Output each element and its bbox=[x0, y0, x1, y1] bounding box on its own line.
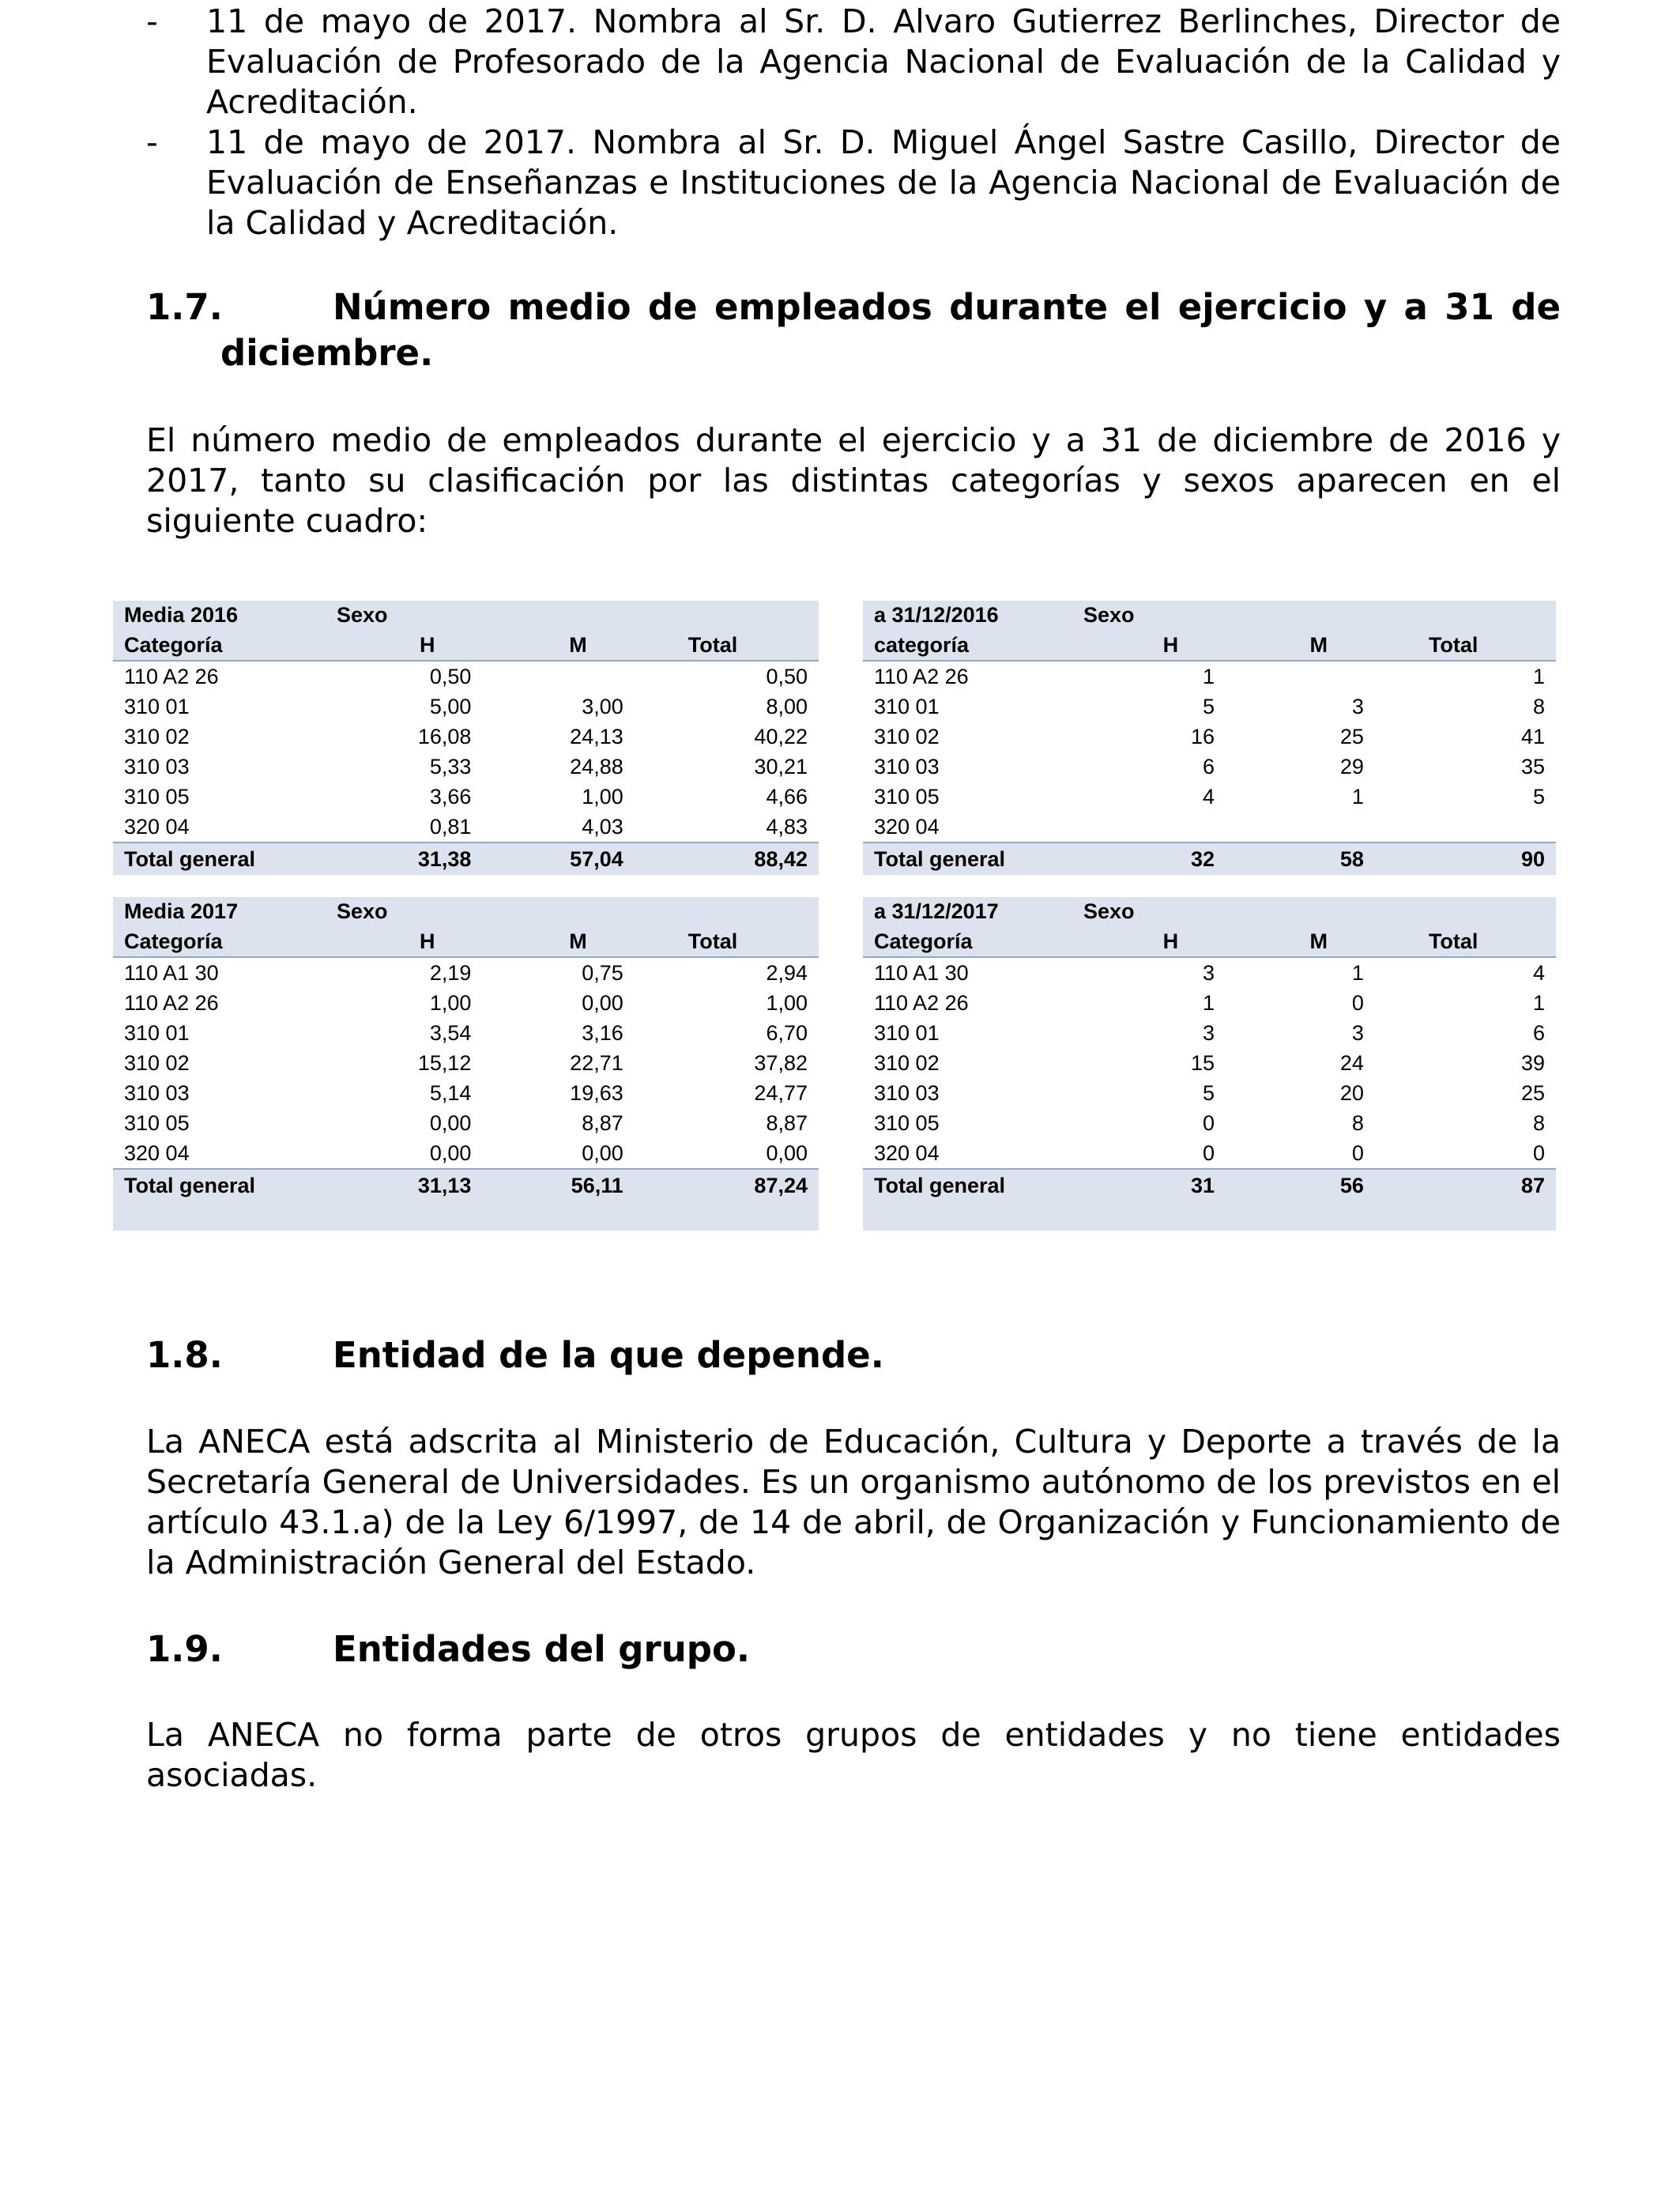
header-m: M bbox=[1226, 630, 1375, 661]
table-title: Media 2017 bbox=[113, 897, 289, 926]
table-cell: 0,81 bbox=[429, 815, 472, 839]
table-cell: 310 01 bbox=[874, 695, 940, 718]
header-total: Total bbox=[635, 926, 819, 957]
table-cell: 3,16 bbox=[582, 1021, 623, 1045]
table-cell bbox=[1375, 812, 1556, 843]
table-cell: 320 04 bbox=[124, 1141, 190, 1165]
table-row bbox=[863, 782, 1556, 812]
table-cell: 5 bbox=[1203, 695, 1215, 718]
table-row bbox=[863, 1048, 1556, 1078]
table-cell: 5,00 bbox=[429, 695, 472, 718]
section-paragraph: La ANECA no forma parte de otros grupos de entidades y no tiene entidades asociadas. bbox=[146, 1716, 1561, 1794]
table-cell: 87 bbox=[1375, 1169, 1556, 1201]
table-row bbox=[113, 1018, 819, 1048]
table-cell: 310 02 bbox=[874, 725, 940, 748]
table-cell: 5,33 bbox=[429, 755, 472, 778]
table-row bbox=[863, 988, 1556, 1018]
table-cell: 5 bbox=[1203, 1081, 1215, 1105]
table-cell: 5,14 bbox=[429, 1081, 472, 1105]
table-cell: 15 bbox=[1191, 1051, 1215, 1075]
table-row bbox=[113, 782, 819, 812]
table-cell: 1 bbox=[1351, 785, 1364, 809]
table-cell: 8 bbox=[1532, 695, 1545, 718]
section-title-line2: diciembre. bbox=[220, 332, 434, 374]
section-paragraph: La ANECA está adscrita al Ministerio de Educación, Cultura y Deporte a través de la Secretaría General de Universidades. Es un organismo autónomo de los previstos en el artículo 43.1.a) de la Ley 6/1997, de 14 de abril, de Organización y Funcionamiento de la Administración General del Estado. bbox=[146, 1423, 1561, 1581]
bullet-dash: - bbox=[146, 123, 158, 161]
table-cell: 31 bbox=[1036, 1169, 1226, 1201]
section-title: Entidad de la que depende. bbox=[333, 1334, 884, 1376]
header-categoria: Categoría bbox=[113, 630, 289, 661]
table-cell: 4,66 bbox=[766, 785, 808, 809]
table-row bbox=[113, 752, 819, 782]
table-row bbox=[113, 957, 819, 988]
table-cell: 8,87 bbox=[582, 1111, 623, 1135]
table-cell: 15,12 bbox=[417, 1051, 472, 1075]
table-cell: 35 bbox=[1520, 755, 1545, 778]
table-row bbox=[113, 1138, 819, 1169]
table-cell: 110 A2 26 bbox=[874, 991, 969, 1015]
table-cell: 310 05 bbox=[874, 1111, 940, 1135]
bullet-item bbox=[146, 2, 1561, 123]
table-row bbox=[863, 957, 1556, 988]
table-cell: 37,82 bbox=[754, 1051, 808, 1075]
table-cell: 310 05 bbox=[874, 785, 940, 809]
table-cell: 310 03 bbox=[874, 755, 940, 778]
section-number: 1.9. bbox=[146, 1628, 223, 1670]
table-cell: 3 bbox=[1351, 1021, 1364, 1045]
table-a-31-12-2016 bbox=[863, 601, 1556, 875]
bullet-item bbox=[146, 123, 1561, 243]
table-cell: 24,77 bbox=[754, 1081, 808, 1105]
sexo-label: Sexo bbox=[289, 897, 482, 926]
table-row bbox=[113, 692, 819, 722]
table-cell: 88,42 bbox=[635, 843, 819, 875]
header-h: H bbox=[289, 926, 482, 957]
table-cell: 1 bbox=[1203, 665, 1215, 688]
table-cell: 1 bbox=[1532, 991, 1545, 1015]
table-cell: 3 bbox=[1351, 695, 1364, 718]
table-a-31-12-2017 bbox=[863, 897, 1556, 1231]
table-cell: 3 bbox=[1203, 961, 1215, 985]
sexo-label: Sexo bbox=[1036, 601, 1226, 630]
table-cell: 2,94 bbox=[766, 961, 808, 985]
table-cell: 6 bbox=[1203, 755, 1215, 778]
table-cell: 1 bbox=[1351, 961, 1364, 985]
table-cell: 16 bbox=[1191, 725, 1215, 748]
table-cell: 4 bbox=[1203, 785, 1215, 809]
table-cell: 41 bbox=[1520, 725, 1545, 748]
table-row bbox=[863, 752, 1556, 782]
table-cell: 6,70 bbox=[766, 1021, 808, 1045]
table-cell: 320 04 bbox=[874, 1141, 940, 1165]
section-title-line1: Número medio de empleados durante el ejercicio y a 31 de bbox=[333, 286, 1561, 328]
table-cell: 3,00 bbox=[582, 695, 623, 718]
table-cell: 320 04 bbox=[874, 815, 940, 839]
table-cell: 56 bbox=[1226, 1169, 1375, 1201]
table-cell: 1 bbox=[1532, 665, 1545, 688]
table-cell: 310 05 bbox=[124, 785, 190, 809]
table-row bbox=[113, 1078, 819, 1108]
table-cell: 1,00 bbox=[582, 785, 623, 809]
table-cell: 3,66 bbox=[429, 785, 472, 809]
header-m: M bbox=[1226, 926, 1375, 957]
table-row bbox=[113, 722, 819, 752]
table-footer-band bbox=[113, 1201, 819, 1231]
table-cell: 0,00 bbox=[429, 1111, 472, 1135]
section-title: Entidades del grupo. bbox=[333, 1628, 750, 1670]
table-cell: 310 01 bbox=[124, 1021, 190, 1045]
table-cell: Total general bbox=[113, 843, 289, 875]
table-row bbox=[863, 812, 1556, 843]
table-cell: 31,38 bbox=[289, 843, 482, 875]
table-row bbox=[863, 1138, 1556, 1169]
table-cell: 31,13 bbox=[289, 1169, 482, 1201]
table-row bbox=[863, 1018, 1556, 1048]
section-number: 1.8. bbox=[146, 1334, 223, 1376]
table-cell: 8,00 bbox=[766, 695, 808, 718]
table-cell: 1,00 bbox=[766, 991, 808, 1015]
table-cell: 20 bbox=[1339, 1081, 1364, 1105]
table-footer-band bbox=[863, 1201, 1556, 1231]
table-total-row bbox=[113, 1169, 819, 1201]
table-media-2017 bbox=[113, 897, 819, 1231]
table-cell bbox=[1226, 812, 1375, 843]
section-paragraph: El número medio de empleados durante el ejercicio y a 31 de diciembre de 2016 y 2017, tanto su clasificación por las distintas categorías y sexos aparecen en el siguiente cuadro: bbox=[146, 421, 1561, 540]
table-cell: 0 bbox=[1203, 1111, 1215, 1135]
table-cell: 24,88 bbox=[570, 755, 623, 778]
table-cell: 1 bbox=[1203, 991, 1215, 1015]
table-cell: 5 bbox=[1532, 785, 1545, 809]
table-cell: 310 05 bbox=[124, 1111, 190, 1135]
bullet-dash: - bbox=[146, 2, 158, 40]
table-cell: 24,13 bbox=[570, 725, 623, 748]
table-cell: 57,04 bbox=[482, 843, 634, 875]
table-cell: 58 bbox=[1226, 843, 1375, 875]
section-heading bbox=[146, 1627, 1561, 1672]
table-cell: 4,83 bbox=[766, 815, 808, 839]
table-cell: 310 03 bbox=[874, 1081, 940, 1105]
sexo-label: Sexo bbox=[1036, 897, 1226, 926]
table-media-2016 bbox=[113, 601, 819, 875]
table-row bbox=[863, 692, 1556, 722]
table-cell: 19,63 bbox=[570, 1081, 623, 1105]
table-cell: 25 bbox=[1520, 1081, 1545, 1105]
table-cell: 90 bbox=[1375, 843, 1556, 875]
table-cell: 30,21 bbox=[754, 755, 808, 778]
bullet-text: 11 de mayo de 2017. Nombra al Sr. D. Miguel Ángel Sastre Casillo, Director de Evaluación de Enseñanzas e Instituciones de la Agencia Nacional de Evaluación de la Calidad y Acreditación. bbox=[206, 123, 1561, 242]
table-cell: 0 bbox=[1532, 1141, 1545, 1165]
table-cell: 0,00 bbox=[582, 991, 623, 1015]
table-row bbox=[113, 988, 819, 1018]
table-row bbox=[863, 661, 1556, 692]
table-cell: 0 bbox=[1351, 991, 1364, 1015]
header-categoria: categoría bbox=[863, 630, 1036, 661]
section-heading bbox=[146, 285, 1561, 376]
table-cell: 0,00 bbox=[582, 1141, 623, 1165]
table-cell: 56,11 bbox=[482, 1169, 634, 1201]
table-cell: 110 A1 30 bbox=[124, 961, 219, 985]
table-cell: 110 A2 26 bbox=[874, 665, 969, 688]
table-cell bbox=[1036, 812, 1226, 843]
table-cell: Total general bbox=[113, 1169, 289, 1201]
table-cell: 310 01 bbox=[124, 695, 190, 718]
bullet-text: 11 de mayo de 2017. Nombra al Sr. D. Alvaro Gutierrez Berlinches, Director de Evaluación de Profesorado de la Agencia Nacional de Evaluación de la Calidad y Acreditación. bbox=[206, 2, 1561, 121]
sexo-label: Sexo bbox=[289, 601, 482, 630]
table-cell: 0,00 bbox=[429, 1141, 472, 1165]
table-cell: 0 bbox=[1203, 1141, 1215, 1165]
table-cell: 110 A2 26 bbox=[124, 991, 219, 1015]
table-cell: 310 03 bbox=[124, 1081, 190, 1105]
table-cell: 0,50 bbox=[429, 665, 472, 688]
table-cell: 110 A1 30 bbox=[874, 961, 969, 985]
table-cell: 32 bbox=[1036, 843, 1226, 875]
table-cell: 6 bbox=[1532, 1021, 1545, 1045]
table-row bbox=[113, 812, 819, 843]
table-row bbox=[863, 1108, 1556, 1138]
table-cell: Total general bbox=[863, 843, 1036, 875]
table-cell: 22,71 bbox=[570, 1051, 623, 1075]
table-cell: 0,50 bbox=[766, 665, 808, 688]
table-title: Media 2016 bbox=[113, 601, 289, 630]
table-cell: 29 bbox=[1339, 755, 1364, 778]
section-number: 1.7. bbox=[146, 286, 223, 328]
table-cell: 8 bbox=[1532, 1111, 1545, 1135]
header-h: H bbox=[289, 630, 482, 661]
table-cell: 310 02 bbox=[124, 1051, 190, 1075]
table-cell: 2,19 bbox=[429, 961, 472, 985]
table-total-row bbox=[113, 843, 819, 875]
header-total: Total bbox=[1375, 926, 1556, 957]
table-cell: 310 02 bbox=[124, 725, 190, 748]
table-cell: 16,08 bbox=[417, 725, 472, 748]
header-m: M bbox=[482, 630, 634, 661]
table-cell: Total general bbox=[863, 1169, 1036, 1201]
table-cell: 110 A2 26 bbox=[124, 665, 219, 688]
table-title: a 31/12/2017 bbox=[863, 897, 1036, 926]
table-row bbox=[113, 1048, 819, 1078]
table-cell: 310 01 bbox=[874, 1021, 940, 1045]
header-h: H bbox=[1036, 630, 1226, 661]
table-cell: 3,54 bbox=[429, 1021, 472, 1045]
table-cell: 8 bbox=[1351, 1111, 1364, 1135]
header-categoria: Categoría bbox=[863, 926, 1036, 957]
table-cell bbox=[482, 661, 634, 692]
table-cell: 0,00 bbox=[766, 1141, 808, 1165]
header-categoria: Categoría bbox=[113, 926, 289, 957]
table-row bbox=[863, 1078, 1556, 1108]
table-row bbox=[113, 661, 819, 692]
table-cell: 0 bbox=[1351, 1141, 1364, 1165]
table-cell: 1,00 bbox=[429, 991, 472, 1015]
table-cell: 40,22 bbox=[754, 725, 808, 748]
table-cell: 25 bbox=[1339, 725, 1364, 748]
table-row bbox=[863, 722, 1556, 752]
table-cell: 24 bbox=[1339, 1051, 1364, 1075]
table-total-row bbox=[863, 1169, 1556, 1201]
header-h: H bbox=[1036, 926, 1226, 957]
table-cell: 310 02 bbox=[874, 1051, 940, 1075]
table-cell: 87,24 bbox=[635, 1169, 819, 1201]
table-cell: 310 03 bbox=[124, 755, 190, 778]
table-row bbox=[113, 1108, 819, 1138]
table-title: a 31/12/2016 bbox=[863, 601, 1036, 630]
header-total: Total bbox=[1375, 630, 1556, 661]
table-cell: 3 bbox=[1203, 1021, 1215, 1045]
table-cell: 0,75 bbox=[582, 961, 623, 985]
table-cell: 4,03 bbox=[582, 815, 623, 839]
table-cell bbox=[1226, 661, 1375, 692]
table-cell: 320 04 bbox=[124, 815, 190, 839]
table-cell: 39 bbox=[1520, 1051, 1545, 1075]
table-cell: 4 bbox=[1532, 961, 1545, 985]
header-total: Total bbox=[635, 630, 819, 661]
table-cell: 8,87 bbox=[766, 1111, 808, 1135]
section-heading bbox=[146, 1333, 1561, 1378]
header-m: M bbox=[482, 926, 634, 957]
table-total-row bbox=[863, 843, 1556, 875]
